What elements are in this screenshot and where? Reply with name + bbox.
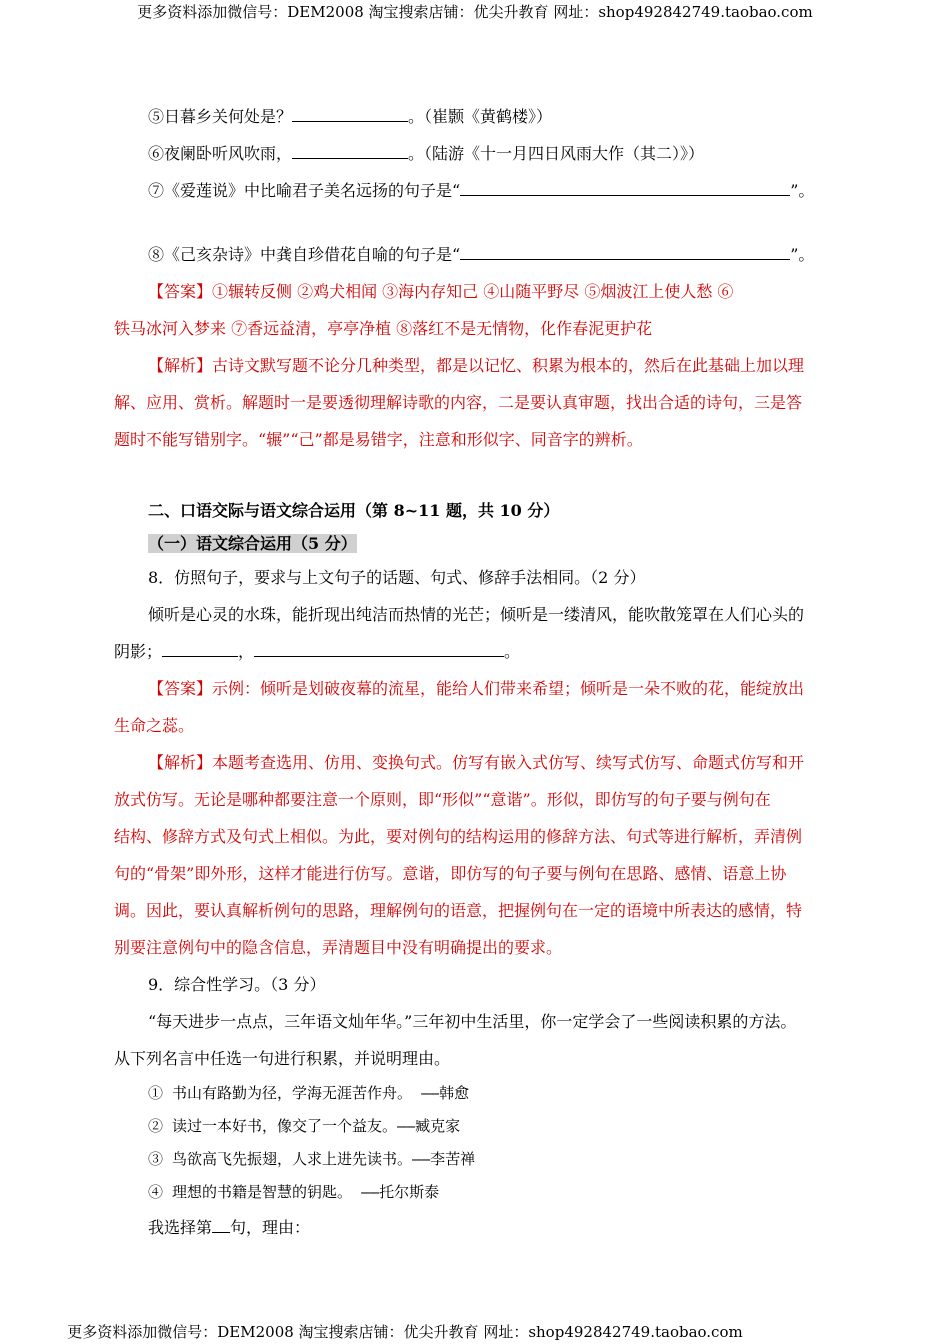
q9-intro-1: “每天进步一点点，三年语文灿年华。”三年初中生活里，你一定学会了一些阅读积累的方法。 (148, 1012, 797, 1031)
q8-stem: 8．仿照句子，要求与上文句子的话题、句式、修辞手法相同。（2 分） (148, 568, 646, 587)
q5-answer-blank[interactable] (292, 101, 408, 122)
poem-q6: ⑥夜阑卧听风吹雨， 。（陆游《十一月四日风雨大作（其二）》） (114, 135, 840, 172)
q9-stem: 9．综合性学习。（3 分） (148, 975, 326, 994)
poem-q5: ⑤日暮乡关何处是？ 。（崔颢《黄鹤楼》） (114, 98, 840, 135)
q9-choice-blank[interactable] (212, 1212, 230, 1233)
analysis-1-line-3: 题时不能写错别字。“辗”“己”都是易错字，注意和形似字、同音字的辨析。 (114, 430, 643, 449)
q6-answer-blank[interactable] (292, 138, 408, 159)
analysis-1-line-1: 【解析】古诗文默写题不论分几种类型，都是以记忆、积累为根本的，然后在此基础上加以理 (148, 356, 805, 375)
quote-4: ④ 理想的书籍是智慧的钥匙。 ——托尔斯泰 (148, 1183, 440, 1201)
document-body (114, 98, 840, 1246)
q8-answer-blank[interactable] (460, 239, 790, 260)
q8-analysis-3: 结构、修辞方式及句式上相似。为此，要对例句的结构运用的修辞方法、句式等进行解析，弄清例 (114, 827, 803, 846)
q8-answer-1: 【答案】示例：倾听是划破夜幕的流星，能给人们带来希望；倾听是一朵不败的花，能绽放出 (148, 679, 805, 698)
q8-text-2: 阴影； ， 。 (114, 633, 840, 670)
q8-analysis-5: 调。因此，要认真解析例句的思路，理解例句的语意，把握例句在一定的语境中所表达的感情，特 (114, 901, 803, 920)
answer-1-line-1: 【答案】①辗转反侧 ②鸡犬相闻 ③海内存知己 ④山随平野尽 ⑤烟波江上使人愁 ⑥ (148, 282, 734, 301)
q9-choice: 我选择第 句，理由： (114, 1209, 840, 1246)
q8-analysis-4: 句的“骨架”即外形，这样才能进行仿写。意谐，即仿写的句子要与例句在思路、感情、语意上协 (114, 864, 787, 883)
quote-2: ② 读过一本好书，像交了一个益友。——臧克家 (148, 1117, 461, 1135)
q8-analysis-1: 【解析】本题考查选用、仿用、变换句式。仿写有嵌入式仿写、续写式仿写、命题式仿写和开 (148, 753, 805, 772)
page-footer: 更多资料添加微信号：DEM2008 淘宝搜索店铺：优尖升教育 网址：shop492842749.taobao.com (67, 1323, 743, 1341)
q8-blank-2[interactable] (254, 636, 504, 657)
quote-1: ① 书山有路勤为径，学海无涯苦作舟。 ——韩愈 (148, 1084, 470, 1102)
quote-3: ③ 鸟欲高飞先振翅，人求上进先读书。——李苦禅 (148, 1150, 476, 1168)
section-2-subtitle: （一）语文综合运用（5 分） (148, 534, 357, 553)
q7-answer-blank[interactable] (460, 175, 790, 196)
q9-intro-2: 从下列名言中任选一句进行积累，并说明理由。 (114, 1049, 451, 1068)
q8-analysis-6: 别要注意例句中的隐含信息，弄清题目中没有明确提出的要求。 (114, 938, 563, 957)
q8-blank-1[interactable] (162, 636, 238, 657)
analysis-1-line-2: 解、应用、赏析。解题时一是要透彻理解诗歌的内容，二是要认真审题，找出合适的诗句，三是答 (114, 393, 803, 412)
q8-answer-2: 生命之蕊。 (114, 716, 195, 735)
poem-q8: ⑧《己亥杂诗》中龚自珍借花自喻的句子是“ ”。 (114, 236, 840, 273)
poem-q7: ⑦《爱莲说》中比喻君子美名远扬的句子是“ ”。 (114, 172, 840, 209)
section-2-title: 二、口语交际与语文综合运用（第 8~11 题，共 10 分） (148, 501, 560, 520)
page-header: 更多资料添加微信号：DEM2008 淘宝搜索店铺：优尖升教育 网址：shop492842749.taobao.com (137, 3, 813, 21)
q8-analysis-2: 放式仿写。无论是哪种都要注意一个原则，即“形似”“意谐”。形似，即仿写的句子要与例句在 (114, 790, 771, 809)
q8-text-1: 倾听是心灵的水珠，能折现出纯洁而热情的光芒；倾听是一缕清风，能吹散笼罩在人们心头的 (148, 605, 805, 624)
answer-1-line-2: 铁马冰河入梦来 ⑦香远益清，亭亭净植 ⑧落红不是无情物，化作春泥更护花 (114, 319, 653, 338)
